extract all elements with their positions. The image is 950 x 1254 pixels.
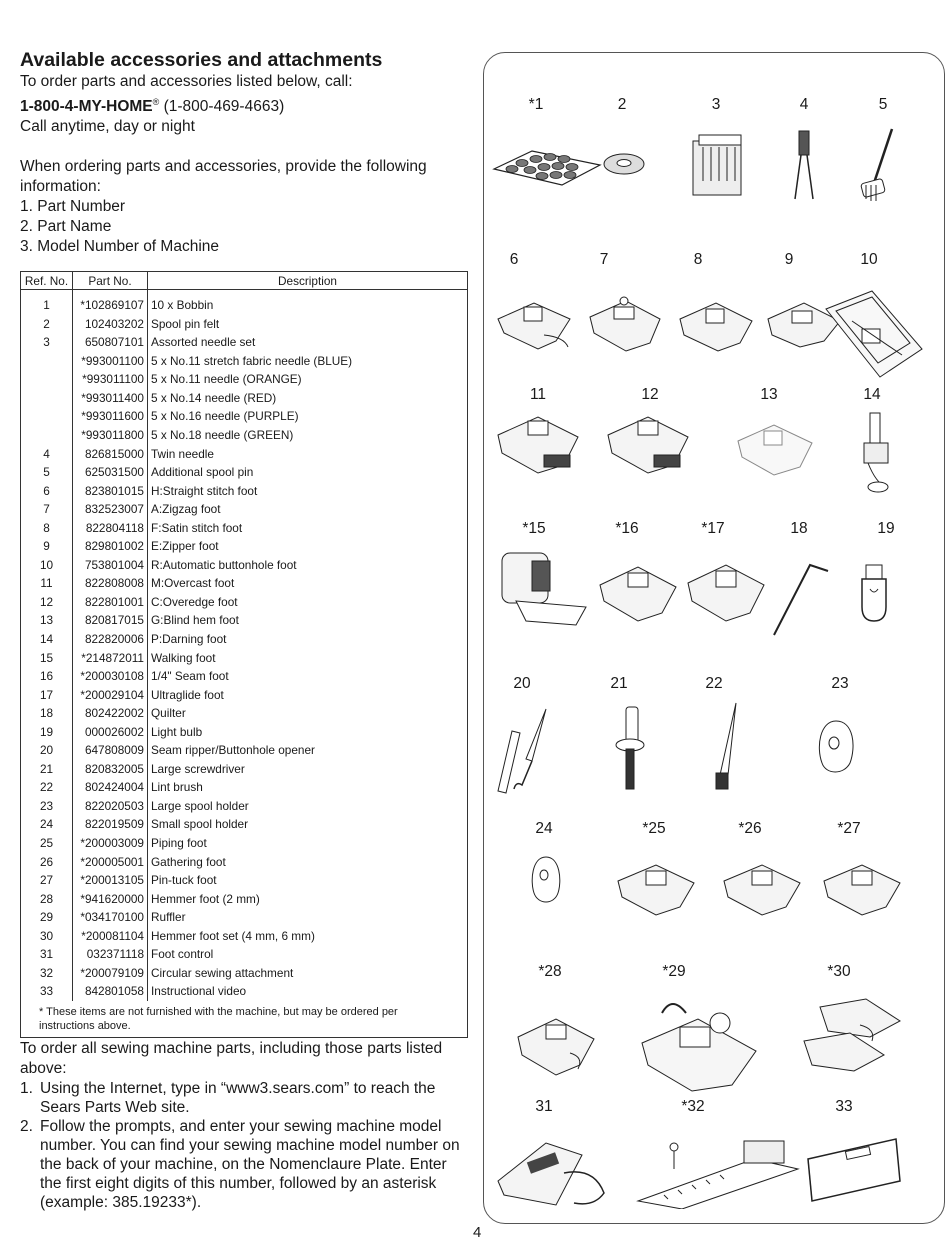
ref-cell: 19 xyxy=(21,723,73,742)
step-number: 2. xyxy=(20,1117,33,1135)
table-row xyxy=(21,370,468,389)
label-28: *28 xyxy=(538,963,562,980)
description-cell: Assorted needle set xyxy=(151,335,256,350)
part-no-cell: 826815000 xyxy=(73,445,148,464)
description-cell: C:Overedge foot xyxy=(151,594,238,609)
label-19: 19 xyxy=(877,520,895,537)
twin-needle-icon xyxy=(789,129,819,201)
hemmer-foot-icon xyxy=(514,1013,600,1079)
blind-hem-foot-icon xyxy=(734,419,818,479)
ref-cell: 31 xyxy=(21,945,73,964)
phone-brand: 1-800-4-MY-HOME xyxy=(20,98,153,116)
label-2: 2 xyxy=(617,96,627,113)
part-no-cell: *993011400 xyxy=(73,389,148,408)
call-anytime: Call anytime, day or night xyxy=(20,118,195,136)
satin-stitch-foot-icon xyxy=(676,297,756,353)
table-row xyxy=(21,704,468,723)
table-row xyxy=(21,315,468,334)
description-cell: Large spool holder xyxy=(151,798,249,813)
ref-cell: 29 xyxy=(21,908,73,927)
ordering-intro: When ordering parts and accessories, provide the following information: xyxy=(20,158,427,196)
label-11: 11 xyxy=(529,386,547,403)
description-cell: Twin needle xyxy=(151,446,214,461)
description-cell: Ultraglide foot xyxy=(151,687,224,702)
ref-cell: 12 xyxy=(21,593,73,612)
part-no-cell: 822020503 xyxy=(73,797,148,816)
part-no-cell: 822808008 xyxy=(73,574,148,593)
label-17: *17 xyxy=(701,520,725,537)
ref-cell: 27 xyxy=(21,871,73,890)
ref-cell xyxy=(21,389,73,408)
quilter-guide-icon xyxy=(770,561,830,637)
ref-cell: 8 xyxy=(21,519,73,538)
ref-cell: 24 xyxy=(21,815,73,834)
instructional-video-icon xyxy=(804,1135,904,1205)
order-intro: To order all sewing machine parts, including those parts listed above: xyxy=(20,1039,443,1077)
table-header-row xyxy=(21,272,468,290)
ref-cell: 26 xyxy=(21,853,73,872)
part-no-cell: *200005001 xyxy=(73,853,148,872)
ruffler-icon xyxy=(632,993,764,1093)
table-footnote: * These items are not furnished with the machine, but may be ordered per instructions above. xyxy=(39,1005,398,1032)
description-cell: Piping foot xyxy=(151,836,207,851)
description-cell: Pin-tuck foot xyxy=(151,873,217,888)
description-cell: Foot control xyxy=(151,947,214,962)
part-no-cell: *034170100 xyxy=(73,908,148,927)
label-6: 6 xyxy=(509,251,519,268)
description-cell: M:Overcast foot xyxy=(151,576,235,591)
parts-table-body xyxy=(21,290,468,1001)
straight-stitch-foot-icon xyxy=(494,293,574,353)
label-8: 8 xyxy=(693,251,703,268)
label-12: 12 xyxy=(641,386,659,403)
part-no-cell: 820832005 xyxy=(73,760,148,779)
ref-cell: 13 xyxy=(21,611,73,630)
description-cell: 5 x No.11 needle (ORANGE) xyxy=(151,372,302,387)
description-cell: Small spool holder xyxy=(151,817,249,832)
phone-number: (1-800-469-4663) xyxy=(159,98,285,116)
table-row xyxy=(21,556,468,575)
info-item: 2. Part Name xyxy=(20,218,112,236)
ref-cell xyxy=(21,370,73,389)
table-row xyxy=(21,667,468,686)
description-cell: 1/4" Seam foot xyxy=(151,669,229,684)
part-no-cell: *200003009 xyxy=(73,834,148,853)
label-27: *27 xyxy=(837,820,861,837)
parts-table xyxy=(20,271,468,1038)
part-no-cell: *200013105 xyxy=(73,871,148,890)
part-no-cell: *200030108 xyxy=(73,667,148,686)
table-row xyxy=(21,871,468,890)
label-21: 21 xyxy=(610,675,628,692)
ref-cell: 4 xyxy=(21,445,73,464)
table-row xyxy=(21,463,468,482)
label-3: 3 xyxy=(711,96,721,113)
ref-cell: 33 xyxy=(21,982,73,1001)
label-16: *16 xyxy=(615,520,639,537)
ref-cell: 28 xyxy=(21,890,73,909)
part-no-cell: 625031500 xyxy=(73,463,148,482)
call-instruction: To order parts and accessories listed below, call: xyxy=(20,73,353,90)
table-row xyxy=(21,352,468,371)
part-no-cell: 823801015 xyxy=(73,482,148,501)
ref-cell xyxy=(21,426,73,445)
gathering-foot-icon xyxy=(720,859,806,919)
description-cell: Large screwdriver xyxy=(151,761,245,776)
part-no-cell: 802424004 xyxy=(73,778,148,797)
part-no-cell: *200081104 xyxy=(73,927,148,946)
description-cell: Lint brush xyxy=(151,780,203,795)
overedge-foot-icon xyxy=(604,411,694,477)
ref-cell: 32 xyxy=(21,964,73,983)
hemmer-foot-set-icon xyxy=(800,997,912,1081)
label-7: 7 xyxy=(599,251,609,268)
table-row xyxy=(21,630,468,649)
table-row xyxy=(21,537,468,556)
header-description: Description xyxy=(148,272,468,290)
description-cell: P:Darning foot xyxy=(151,632,227,646)
table-row xyxy=(21,407,468,426)
light-bulb-icon xyxy=(856,561,892,623)
table-row xyxy=(21,519,468,538)
description-cell: Spool pin felt xyxy=(151,316,220,331)
bobbins-icon xyxy=(492,141,602,191)
part-no-cell: *993001100 xyxy=(73,352,148,371)
description-cell: Hemmer foot (2 mm) xyxy=(151,891,260,906)
ref-cell: 23 xyxy=(21,797,73,816)
description-cell: 5 x No.11 stretch fabric needle (BLUE) xyxy=(151,353,353,368)
part-no-cell: 822801001 xyxy=(73,593,148,612)
ref-cell: 15 xyxy=(21,649,73,668)
step-text: Using the Internet, type in “www3.sears.com” to reach the Sears Parts Web site. xyxy=(40,1079,436,1116)
ref-cell: 1 xyxy=(21,290,73,315)
table-row xyxy=(21,760,468,779)
part-no-cell: 802422002 xyxy=(73,704,148,723)
ref-cell: 16 xyxy=(21,667,73,686)
part-no-cell: 820817015 xyxy=(73,611,148,630)
accessories-illustration-panel xyxy=(483,52,945,1224)
ref-cell xyxy=(21,352,73,371)
label-24: 24 xyxy=(535,820,553,837)
table-row xyxy=(21,290,468,315)
step-number: 1. xyxy=(20,1079,33,1097)
table-row xyxy=(21,482,468,501)
zigzag-foot-icon xyxy=(586,293,666,355)
darning-foot-icon xyxy=(856,411,896,495)
step-text: Follow the prompts, and enter your sewing machine model number. You can find your sewing machine model number on the back of your machine, on the Nomenclaure Plate. Enter the first eight digits of this number, followed by an asterisk (example: 385.19233*). xyxy=(40,1117,460,1211)
label-9: 9 xyxy=(784,251,794,268)
part-no-cell: *993011100 xyxy=(73,370,148,389)
label-15: *15 xyxy=(522,520,546,537)
large-spool-holder-icon xyxy=(814,717,858,779)
part-no-cell: 832523007 xyxy=(73,500,148,519)
description-cell: 5 x No.14 needle (RED) xyxy=(151,390,277,405)
part-no-cell: *941620000 xyxy=(73,890,148,909)
table-row xyxy=(21,611,468,630)
ref-cell: 14 xyxy=(21,630,73,649)
table-row xyxy=(21,500,468,519)
description-cell: Seam ripper/Buttonhole opener xyxy=(151,743,315,758)
seam-ripper-icon xyxy=(492,705,554,795)
ref-cell: 11 xyxy=(21,574,73,593)
table-row xyxy=(21,389,468,408)
part-no-cell: *993011800 xyxy=(73,426,148,445)
part-no-cell: 822820006 xyxy=(73,630,148,649)
description-cell: Instructional video xyxy=(151,984,247,999)
description-cell: Gathering foot xyxy=(151,854,226,869)
label-25: *25 xyxy=(642,820,666,837)
table-row xyxy=(21,964,468,983)
table-row xyxy=(21,927,468,946)
label-1: *1 xyxy=(528,96,544,113)
ref-cell: 17 xyxy=(21,686,73,705)
part-no-cell: 000026002 xyxy=(73,723,148,742)
ref-cell: 10 xyxy=(21,556,73,575)
ref-cell: 20 xyxy=(21,741,73,760)
label-4: 4 xyxy=(799,96,809,113)
table-row xyxy=(21,834,468,853)
foot-control-icon xyxy=(494,1133,614,1213)
header-part-no: Part No. xyxy=(73,272,148,290)
walking-foot-icon xyxy=(496,547,594,629)
label-20: 20 xyxy=(513,675,531,692)
label-5: 5 xyxy=(878,96,888,113)
quarter-inch-seam-foot-icon xyxy=(596,561,682,625)
left-column xyxy=(20,48,472,1212)
label-29: *29 xyxy=(662,963,686,980)
description-cell: G:Blind hem foot xyxy=(151,613,239,628)
part-no-cell: 842801058 xyxy=(73,982,148,1001)
part-no-cell: 647808009 xyxy=(73,741,148,760)
header-ref-no: Ref. No. xyxy=(21,272,73,290)
phone-line xyxy=(20,92,472,117)
table-row xyxy=(21,853,468,872)
description-cell: 5 x No.18 needle (GREEN) xyxy=(151,427,294,442)
spool-pin-icon xyxy=(856,127,900,207)
ref-cell: 2 xyxy=(21,315,73,334)
part-no-cell: 822019509 xyxy=(73,815,148,834)
part-no-cell: *200029104 xyxy=(73,686,148,705)
table-row xyxy=(21,982,468,1001)
part-no-cell: *214872011 xyxy=(73,649,148,668)
label-14: 14 xyxy=(863,386,881,403)
small-spool-holder-icon xyxy=(528,853,564,909)
description-cell: Walking foot xyxy=(151,650,216,665)
page-number: 4 xyxy=(473,1224,482,1241)
order-step xyxy=(20,1117,472,1212)
part-no-cell: 102403202 xyxy=(73,315,148,334)
ref-cell: 5 xyxy=(21,463,73,482)
table-row xyxy=(21,945,468,964)
label-31: 31 xyxy=(535,1098,553,1115)
page-title: Available accessories and attachments xyxy=(20,49,383,71)
part-no-cell: 032371118 xyxy=(73,945,148,964)
info-item: 1. Part Number xyxy=(20,198,126,216)
part-no-cell: *993011600 xyxy=(73,407,148,426)
screwdriver-icon xyxy=(610,705,650,795)
ref-cell: 21 xyxy=(21,760,73,779)
part-no-cell: 753801004 xyxy=(73,556,148,575)
part-no-cell: *200079109 xyxy=(73,964,148,983)
piping-foot-icon xyxy=(614,859,700,919)
label-18: 18 xyxy=(790,520,808,537)
info-item: 3. Model Number of Machine xyxy=(20,238,220,256)
ref-cell: 3 xyxy=(21,333,73,352)
ref-cell: 9 xyxy=(21,537,73,556)
spool-pin-felt-icon xyxy=(602,151,646,177)
circular-sewing-attachment-icon xyxy=(634,1129,804,1209)
ultraglide-foot-icon xyxy=(684,557,770,627)
ref-cell: 30 xyxy=(21,927,73,946)
description-cell: H:Straight stitch foot xyxy=(151,483,258,498)
label-13: 13 xyxy=(760,386,778,403)
overcast-foot-icon xyxy=(494,411,584,477)
table-row xyxy=(21,686,468,705)
ref-cell: 22 xyxy=(21,778,73,797)
description-cell: Light bulb xyxy=(151,724,203,739)
ref-cell: 25 xyxy=(21,834,73,853)
description-cell: 10 x Bobbin xyxy=(151,298,214,313)
description-cell: E:Zipper foot xyxy=(151,539,219,554)
description-cell: F:Satin stitch foot xyxy=(151,520,243,535)
label-32: *32 xyxy=(681,1098,705,1115)
description-cell: Additional spool pin xyxy=(151,465,254,480)
table-row xyxy=(21,593,468,612)
description-cell: Circular sewing attachment xyxy=(151,965,294,980)
table-row xyxy=(21,741,468,760)
part-no-cell: 822804118 xyxy=(73,519,148,538)
label-30: *30 xyxy=(827,963,851,980)
table-row xyxy=(21,890,468,909)
ref-cell: 7 xyxy=(21,500,73,519)
description-cell: A:Zigzag foot xyxy=(151,502,221,517)
ref-cell xyxy=(21,407,73,426)
description-cell: Hemmer foot set (4 mm, 6 mm) xyxy=(151,928,315,943)
registered-mark: ® xyxy=(152,97,160,107)
buttonhole-foot-icon xyxy=(822,289,926,381)
order-steps xyxy=(20,1079,472,1212)
pin-tuck-foot-icon xyxy=(820,859,906,919)
table-row xyxy=(21,649,468,668)
ref-cell: 6 xyxy=(21,482,73,501)
description-cell: Ruffler xyxy=(151,910,186,925)
label-10: 10 xyxy=(860,251,878,268)
table-row xyxy=(21,574,468,593)
label-23: 23 xyxy=(831,675,849,692)
description-cell: R:Automatic buttonhole foot xyxy=(151,557,297,572)
table-row xyxy=(21,778,468,797)
label-22: 22 xyxy=(705,675,723,692)
table-row xyxy=(21,426,468,445)
lint-brush-icon xyxy=(710,701,740,793)
table-row xyxy=(21,908,468,927)
table-row xyxy=(21,333,468,352)
label-26: *26 xyxy=(738,820,762,837)
table-row xyxy=(21,797,468,816)
table-row xyxy=(21,445,468,464)
part-no-cell: 829801002 xyxy=(73,537,148,556)
ref-cell: 18 xyxy=(21,704,73,723)
needle-set-icon xyxy=(689,133,747,201)
table-row xyxy=(21,815,468,834)
label-33: 33 xyxy=(835,1098,853,1115)
description-cell: 5 x No.16 needle (PURPLE) xyxy=(151,409,299,424)
description-cell: Quilter xyxy=(151,706,186,721)
part-no-cell: 650807101 xyxy=(73,333,148,352)
order-step xyxy=(20,1079,472,1117)
part-no-cell: *102869107 xyxy=(73,290,148,315)
table-row xyxy=(21,723,468,742)
